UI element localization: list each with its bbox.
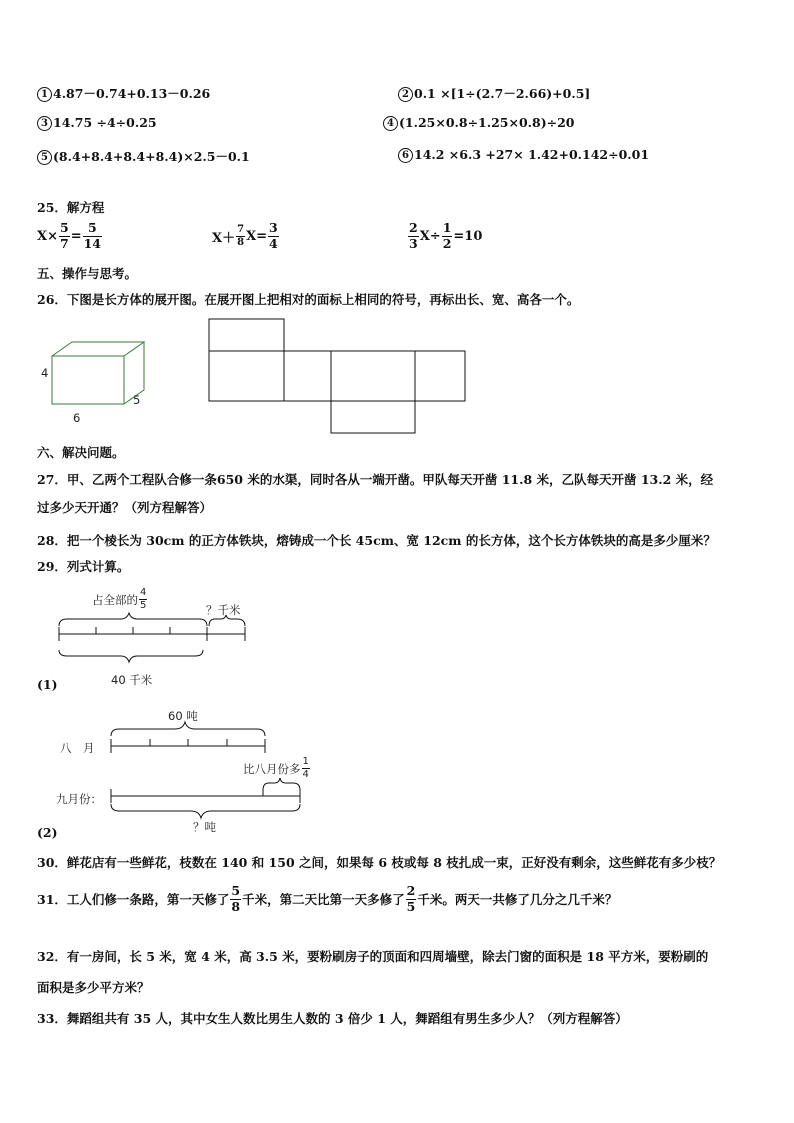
cuboid-figure	[38, 336, 168, 428]
equation-1	[37, 222, 103, 250]
calc-expression: 0.1 ×[1÷(2.7－2.66)+0.5]	[414, 86, 591, 101]
net-face-1	[209, 351, 284, 401]
net-diagram	[205, 315, 470, 438]
fraction: $\frac{5}{14}$	[83, 220, 101, 251]
circled-number: 5	[37, 150, 52, 165]
d1-total-label: 40 千米	[111, 673, 153, 687]
fraction: $\frac{2}{3}$	[409, 220, 418, 251]
eq-text: =	[70, 228, 82, 244]
circled-number: 2	[398, 87, 413, 102]
circled-number: 1	[37, 87, 52, 102]
d1-fraction-label: 占全部的 $\frac{4}{5}$	[92, 587, 147, 611]
eq-text: X＋	[212, 230, 236, 246]
cuboid-width-label: 5	[133, 393, 141, 407]
net-face-3	[331, 351, 415, 401]
cuboid-length-label: 6	[73, 411, 81, 425]
q33-text: 33．舞蹈组共有 35 人，其中女生人数比男生人数的 3 倍少 1 人，舞蹈组有男生多少人？（列方程解答）	[37, 1011, 628, 1026]
calc-item-6	[398, 147, 649, 163]
fraction: $\frac{7}{8}$	[237, 223, 245, 248]
calc-expression: (1.25×0.8÷1.25×0.8)÷20	[399, 115, 575, 130]
circled-number: 3	[37, 116, 52, 131]
calc-item-4	[383, 115, 575, 131]
cuboid-front-face	[52, 356, 124, 404]
calc-expression: 14.75 ÷4÷0.25	[53, 115, 157, 130]
q32-line1: 32．有一房间，长 5 米，宽 4 米，高 3.5 米，要粉刷房子的顶面和四周墙壁，除去门窗的面积是 18 平方米，要粉刷的	[37, 949, 709, 964]
net-face-top	[209, 319, 284, 351]
q27-line2: 过多少天开通？（列方程解答）	[37, 500, 213, 515]
circled-number: 6	[398, 148, 413, 163]
d2-top-brace	[111, 722, 265, 736]
d2-september-label: 九月份：	[56, 792, 102, 806]
d1-bottom-brace	[59, 650, 203, 662]
cuboid-top-face	[52, 342, 144, 356]
d2-tag: (2)	[37, 825, 58, 840]
fraction: $\frac{3}{4}$	[269, 220, 278, 251]
eq-text: =10	[453, 228, 483, 244]
fraction: $\frac{1}{4}$	[302, 756, 309, 780]
calc-expression: 4.87－0.74+0.13－0.26	[53, 86, 211, 101]
d1-top-brace	[59, 613, 207, 626]
d2-more-label: 比八月份多 $\frac{1}{4}$	[243, 756, 309, 780]
calc-item-3	[37, 115, 157, 131]
fraction: $\frac{1}{2}$	[442, 220, 452, 251]
q28-text: 28．把一个棱长为 30cm 的正方体铁块，熔铸成一个长 45cm、宽 12cm 的长方体，这个长方体铁块的高是多少厘米？	[37, 533, 716, 548]
d1-line-diagram	[55, 612, 255, 664]
q31-text: 31．工人们修一条路，第一天修了 $\frac{5}{8}$ 千米，第二天比第一天多修了 $\frac{2}{5}$ 千米。两天一共修了几分之几千米？	[37, 883, 618, 914]
d2-august-label: 八 月	[60, 741, 95, 755]
calc-expression: (8.4+8.4+8.4+8.4)×2.5－0.1	[53, 149, 250, 164]
cuboid-height-label: 4	[41, 366, 49, 380]
calc-item-2	[398, 84, 590, 102]
d2-top-label: 60 吨	[168, 709, 198, 723]
net-face-bottom	[331, 401, 415, 433]
d2-bottom-brace	[111, 804, 300, 818]
d1-unknown-label: ？千米	[206, 603, 241, 617]
circled-number: 4	[383, 116, 398, 131]
d2-line-diagram	[105, 720, 305, 820]
eq-text: X×	[37, 228, 58, 244]
section-heading-5: 五、操作与思考。	[37, 266, 138, 281]
q25-title: 25．解方程	[37, 200, 105, 215]
q30-text: 30．鲜花店有一些鲜花，枝数在 140 和 150 之间，如果每 6 枝或每 8 枝扎成一束，正好没有剩余，这些鲜花有多少枝？	[37, 855, 722, 870]
equation-2	[212, 222, 280, 250]
q32-line2: 面积是多少平方米？	[37, 980, 150, 995]
eq-text: X=	[246, 228, 268, 244]
net-face-2	[284, 351, 331, 401]
calc-expression: 14.2 ×6.3 +27× 1.42+0.142÷0.01	[414, 147, 650, 162]
fraction: $\frac{4}{5}$	[140, 587, 147, 611]
equation-3	[407, 222, 482, 250]
d1-right-brace	[209, 615, 245, 626]
d2-more-brace	[263, 778, 300, 790]
q27-line1: 27．甲、乙两个工程队合修一条650 米的水渠，同时各从一端开凿。甲队每天开凿 11.8 米，乙队每天开凿 13.2 米，经	[37, 472, 714, 487]
fraction: $\frac{5}{8}$	[231, 883, 241, 914]
fraction: $\frac{2}{5}$	[406, 883, 416, 914]
net-face-4	[415, 351, 465, 401]
d2-unknown-label: ？吨	[193, 820, 216, 834]
fraction: $\frac{5}{7}$	[59, 220, 69, 251]
calc-item-1	[37, 84, 210, 102]
section-heading-6: 六、解决问题。	[37, 445, 125, 460]
d1-tag: (1)	[37, 677, 58, 692]
q26-text: 26．下图是长方体的展开图。在展开图上把相对的面标上相同的符号，再标出长、宽、高各一个。	[37, 292, 580, 307]
calc-item-5	[37, 147, 250, 165]
eq-text: X÷	[419, 228, 441, 244]
q29-title: 29．列式计算。	[37, 559, 130, 574]
